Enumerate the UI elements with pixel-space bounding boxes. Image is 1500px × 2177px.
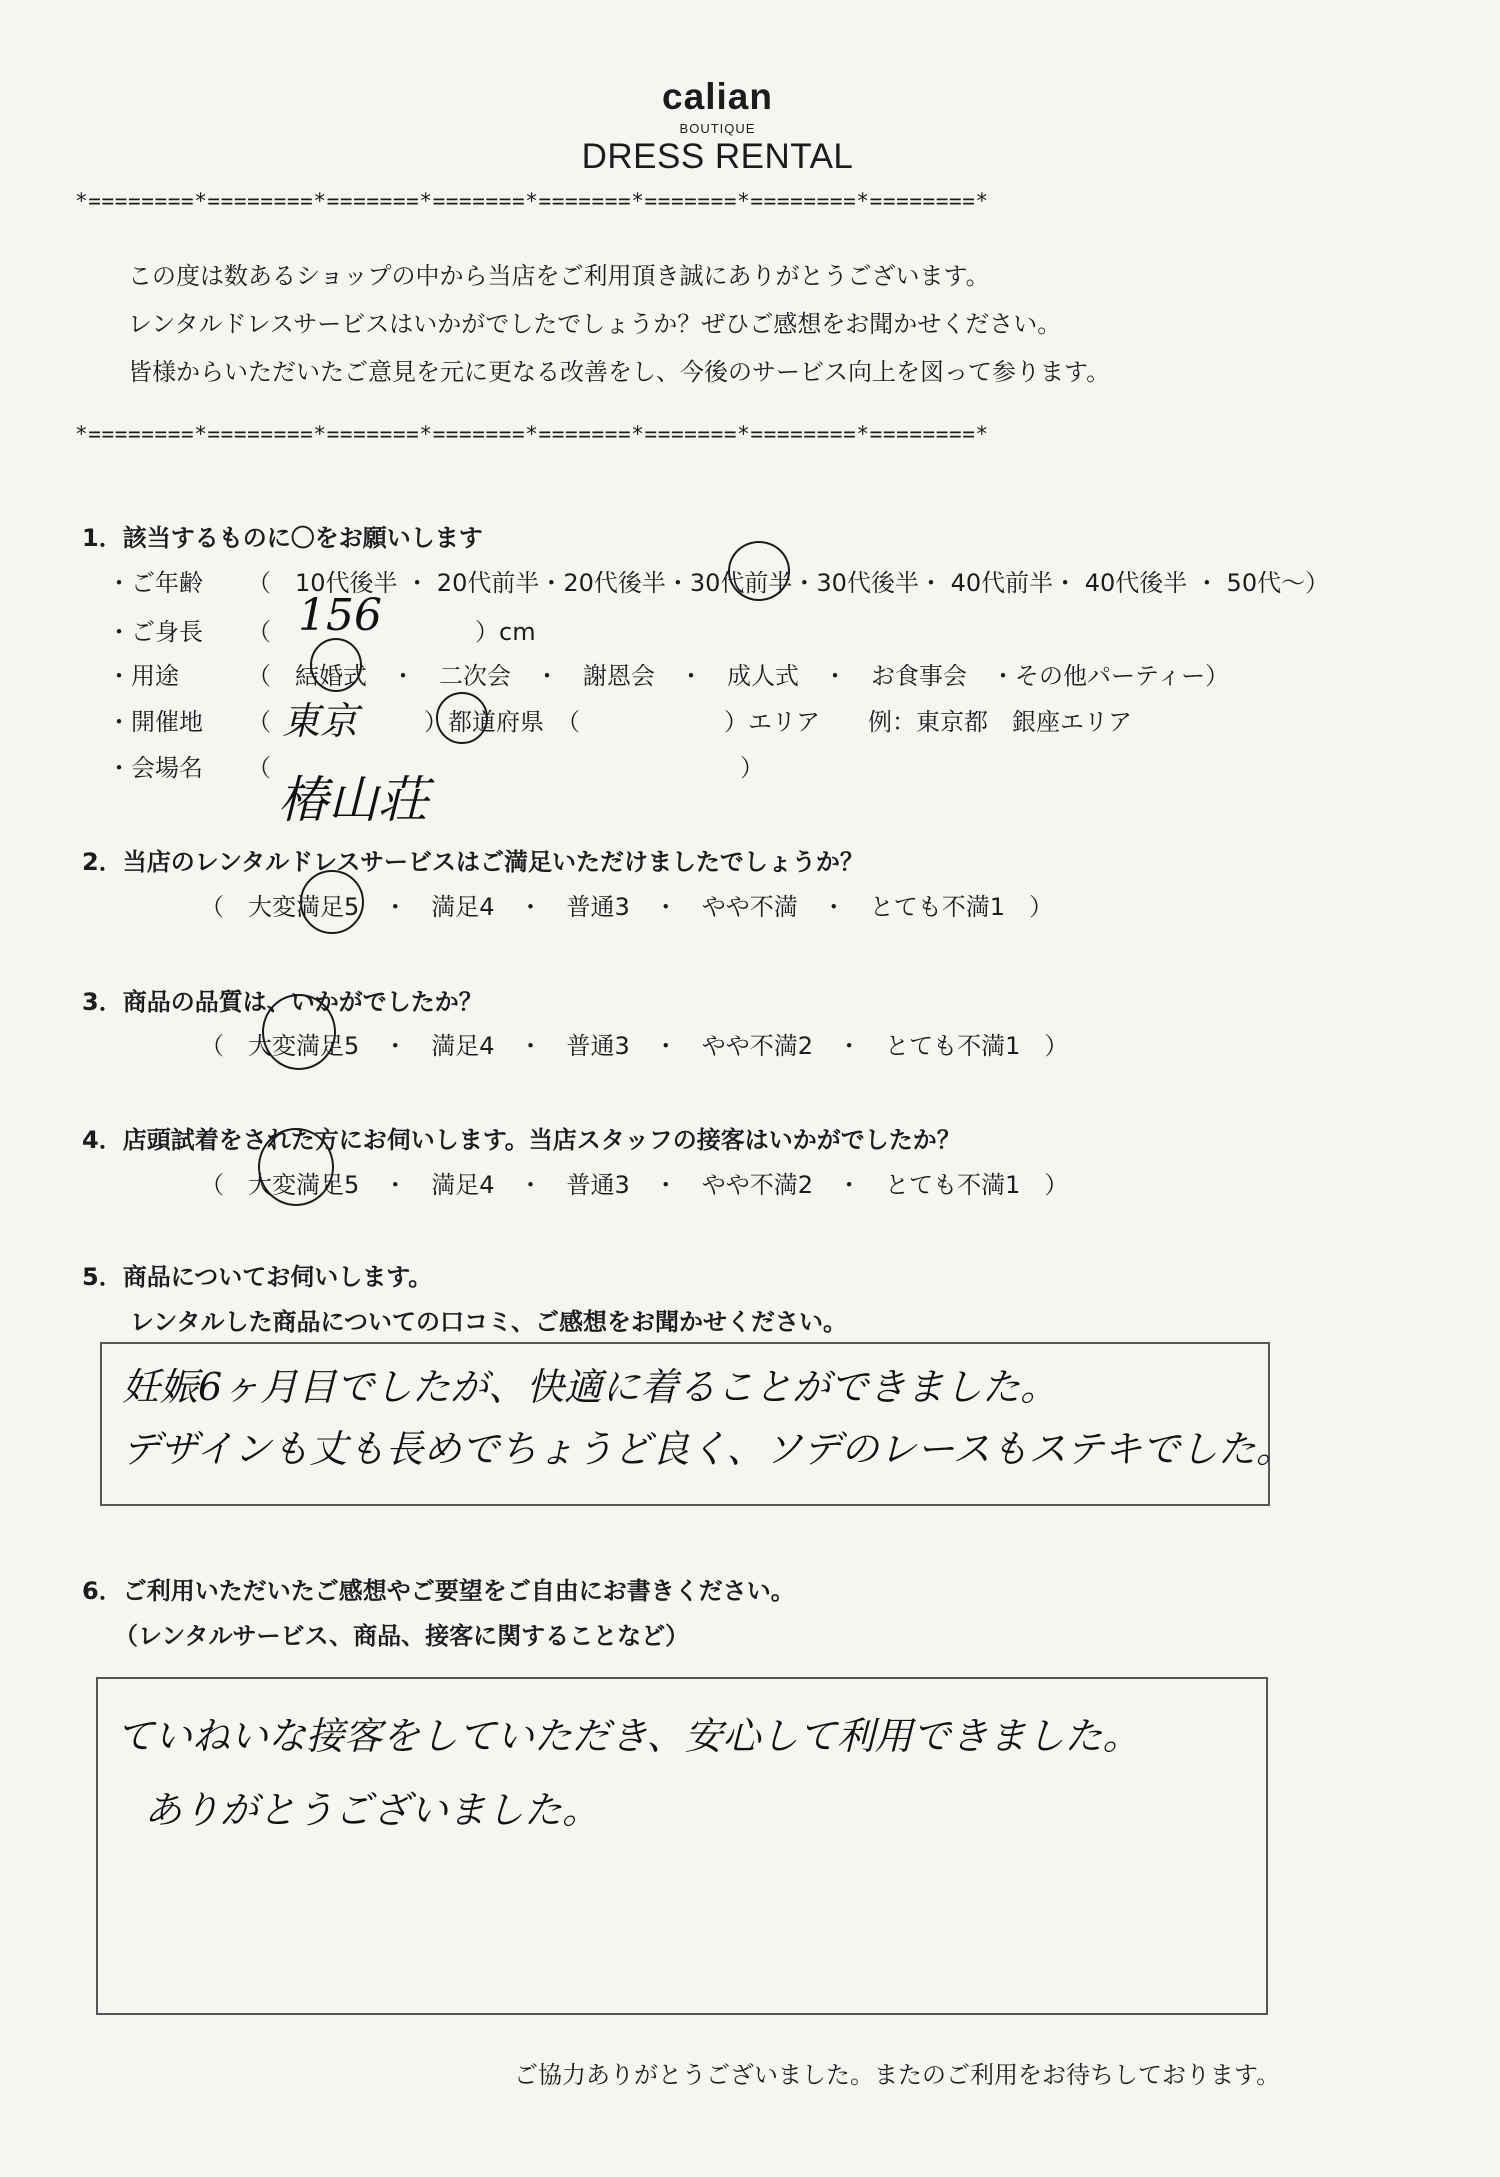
venue-label: ・会場名 bbox=[107, 754, 203, 782]
q1-venue-row bbox=[107, 748, 271, 783]
footer-thanks: ご協力ありがとうございました。またのご利用をお待ちしております。 bbox=[514, 2061, 1281, 2089]
q3-rating-options: （ 大変満足5 ・ 満足4 ・ 普通3 ・ やや不満2 ・ とても不満1 ） bbox=[200, 1032, 1069, 1060]
purpose-options: （ 結婚式 ・ 二次会 ・ 謝恩会 ・ 成人式 ・ お食事会 ・その他パーティー） bbox=[247, 662, 1230, 690]
intro-line-3: 皆様からいただいたご意見を元に更なる改善をし、今後のサービス向上を図って参ります。 bbox=[128, 358, 1111, 386]
q6-subtitle: （レンタルサービス、商品、接客に関することなど） bbox=[114, 1622, 690, 1650]
q6-answer-line-2: ありがとうございました。 bbox=[144, 1788, 601, 1832]
location-label: ・開催地 bbox=[107, 708, 203, 736]
q1-purpose-row bbox=[107, 656, 1229, 691]
venue-close: ） bbox=[740, 754, 764, 782]
height-label: ・ご身長 bbox=[107, 618, 203, 646]
height-unit: ）cm bbox=[475, 618, 536, 646]
brand-subtitle: BOUTIQUE bbox=[679, 121, 756, 136]
q6-answer-line-1: ていねいな接客をしていただき、安心して利用できました。 bbox=[116, 1714, 1141, 1758]
q2-circle-mark bbox=[300, 870, 364, 934]
q4-rating-options: （ 大変満足5 ・ 満足4 ・ 普通3 ・ やや不満2 ・ とても不満1 ） bbox=[200, 1171, 1069, 1199]
q6-title: 6．ご利用いただいたご感想やご要望をご自由にお書きください。 bbox=[82, 1577, 795, 1605]
q1-age-row bbox=[107, 563, 1329, 598]
brand-name: calian bbox=[662, 76, 773, 117]
intro-line-1: この度は数あるショップの中から当店をご利用頂き誠にありがとうございます。 bbox=[128, 262, 990, 290]
divider-top: *========*========*=======*=======*=======*=======*========*========* bbox=[75, 189, 989, 213]
q1-title: 1．該当するものに〇をお願いします bbox=[82, 524, 483, 552]
age-options: （ 10代後半 ・ 20代前半・20代後半・30代前半・30代後半・ 40代前半・ 40代後半 ・ 50代～） bbox=[247, 569, 1330, 597]
q4-title: 4．店頭試着をされた方にお伺いします。当店スタッフの接客はいかがでしたか？ bbox=[82, 1126, 961, 1154]
location-rest: ）都道府県 （ ）エリア 例：東京都 銀座エリア bbox=[424, 708, 1132, 736]
q3-circle-mark bbox=[262, 994, 336, 1070]
height-handwritten: 156 bbox=[298, 590, 382, 641]
location-handwritten: 東京 bbox=[282, 699, 359, 743]
q5-answer-box bbox=[100, 1342, 1294, 1506]
venue-handwritten: 椿山荘 bbox=[278, 771, 428, 829]
location-open: （ bbox=[247, 708, 271, 736]
purpose-label: ・用途 bbox=[107, 662, 179, 690]
q5-answer-line-1: 妊娠6ヶ月目でしたが、快適に着ることができました。 bbox=[122, 1365, 1059, 1409]
q2-rating-options: （ 大変満足5 ・ 満足4 ・ 普通3 ・ やや不満 ・ とても不満1 ） bbox=[200, 893, 1054, 921]
q5-subtitle: レンタルした商品についての口コミ、ご感想をお聞かせください。 bbox=[130, 1308, 847, 1336]
purpose-circle-mark bbox=[310, 638, 362, 692]
q5-title: 5．商品についてお伺いします。 bbox=[82, 1263, 433, 1291]
intro-line-2: レンタルドレスサービスはいかがでしたでしょうか？ぜひご感想をお聞かせください。 bbox=[128, 310, 1062, 338]
q5-answer-line-2: デザインも丈も長めでちょうど良く、ソデのレースもステキでした。 bbox=[122, 1427, 1294, 1471]
age-circle-mark bbox=[728, 541, 790, 601]
q1-height-row bbox=[107, 612, 271, 647]
age-label: ・ご年齢 bbox=[107, 569, 203, 597]
q4-circle-mark bbox=[258, 1128, 334, 1206]
q6-answer-box bbox=[96, 1677, 1268, 2015]
height-open: （ bbox=[247, 618, 271, 646]
location-circle-mark bbox=[436, 692, 488, 744]
venue-open: （ bbox=[247, 754, 271, 782]
q1-location-row bbox=[107, 702, 271, 737]
q2-title: 2．当店のレンタルドレスサービスはご満足いただけましたでしょうか？ bbox=[82, 848, 864, 876]
divider-bottom: *========*========*=======*=======*=======*=======*========*========* bbox=[75, 422, 989, 446]
form-title: DRESS RENTAL bbox=[581, 137, 854, 176]
q3-title: 3．商品の品質は、いかがでしたか？ bbox=[82, 988, 483, 1016]
